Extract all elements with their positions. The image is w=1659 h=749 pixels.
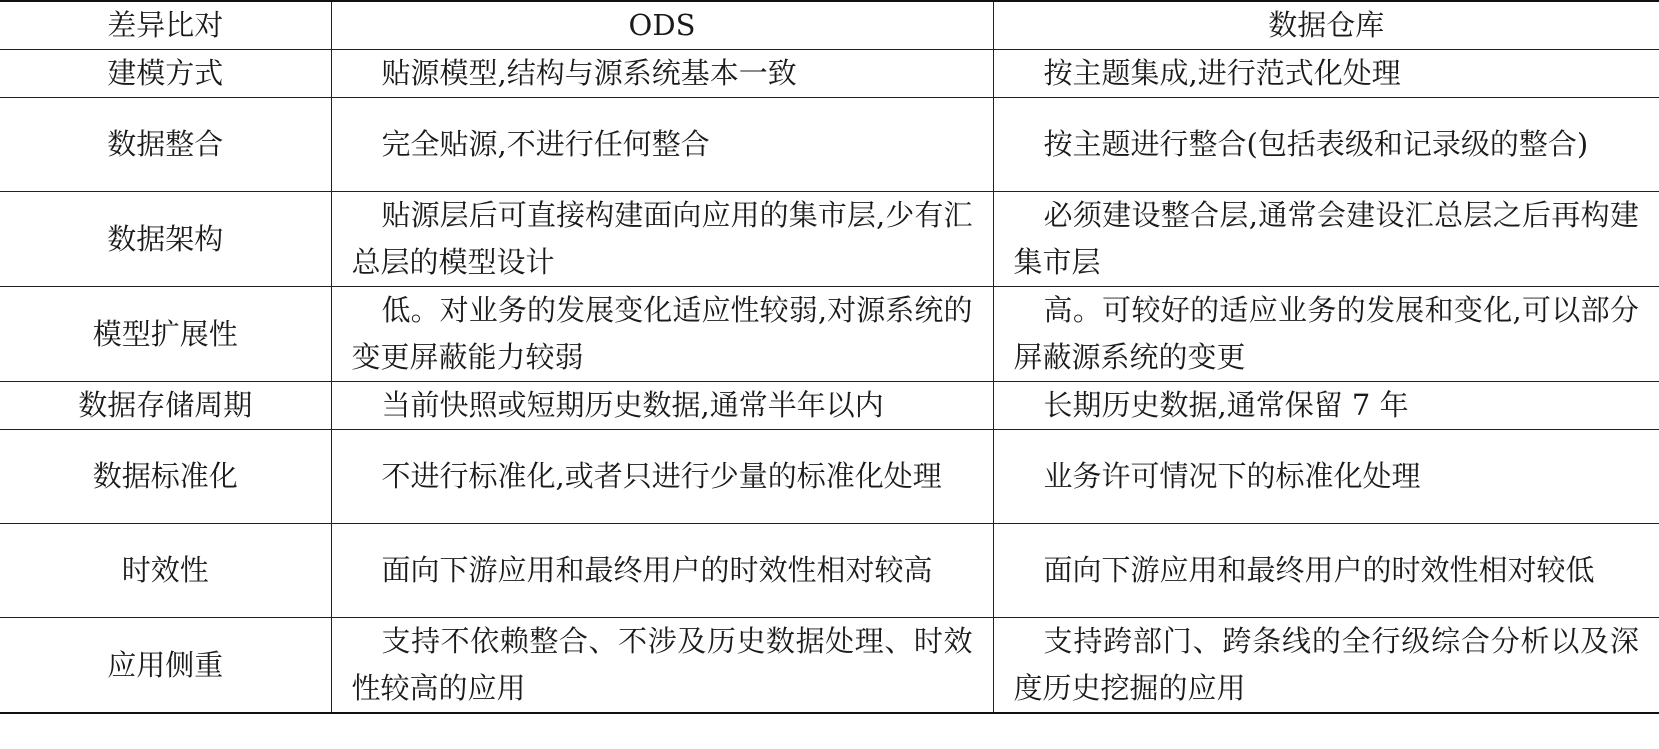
header-cell-data-warehouse: 数据仓库	[993, 1, 1659, 50]
header-row	[0, 1, 1659, 50]
row-label: 数据标准化	[0, 430, 331, 524]
ods-cell: 贴源模型,结构与源系统基本一致	[331, 50, 993, 98]
table-row	[0, 98, 1659, 192]
ods-cell: 当前快照或短期历史数据,通常半年以内	[331, 382, 993, 430]
dw-cell: 面向下游应用和最终用户的时效性相对较低	[993, 524, 1659, 618]
table-row	[0, 192, 1659, 287]
table-row	[0, 287, 1659, 382]
row-label: 时效性	[0, 524, 331, 618]
table-row	[0, 618, 1659, 714]
dw-cell: 支持跨部门、跨条线的全行级综合分析以及深度历史挖掘的应用	[993, 618, 1659, 714]
ods-cell: 完全贴源,不进行任何整合	[331, 98, 993, 192]
row-label: 模型扩展性	[0, 287, 331, 382]
header-cell-ods: ODS	[331, 1, 993, 50]
dw-cell: 高。可较好的适应业务的发展和变化,可以部分屏蔽源系统的变更	[993, 287, 1659, 382]
row-label: 建模方式	[0, 50, 331, 98]
dw-cell: 长期历史数据,通常保留 7 年	[993, 382, 1659, 430]
table-row	[0, 382, 1659, 430]
table-row	[0, 524, 1659, 618]
ods-cell: 低。对业务的发展变化适应性较弱,对源系统的变更屏蔽能力较弱	[331, 287, 993, 382]
ods-cell: 支持不依赖整合、不涉及历史数据处理、时效性较高的应用	[331, 618, 993, 714]
ods-cell: 不进行标准化,或者只进行少量的标准化处理	[331, 430, 993, 524]
dw-cell: 业务许可情况下的标准化处理	[993, 430, 1659, 524]
table-row	[0, 50, 1659, 98]
dw-cell: 按主题集成,进行范式化处理	[993, 50, 1659, 98]
table-row	[0, 430, 1659, 524]
ods-cell: 面向下游应用和最终用户的时效性相对较高	[331, 524, 993, 618]
row-label: 数据整合	[0, 98, 331, 192]
row-label: 数据存储周期	[0, 382, 331, 430]
row-label: 应用侧重	[0, 618, 331, 714]
header-cell-comparison: 差异比对	[0, 1, 331, 50]
row-label: 数据架构	[0, 192, 331, 287]
dw-cell: 按主题进行整合(包括表级和记录级的整合)	[993, 98, 1659, 192]
ods-cell: 贴源层后可直接构建面向应用的集市层,少有汇总层的模型设计	[331, 192, 993, 287]
dw-cell: 必须建设整合层,通常会建设汇总层之后再构建集市层	[993, 192, 1659, 287]
